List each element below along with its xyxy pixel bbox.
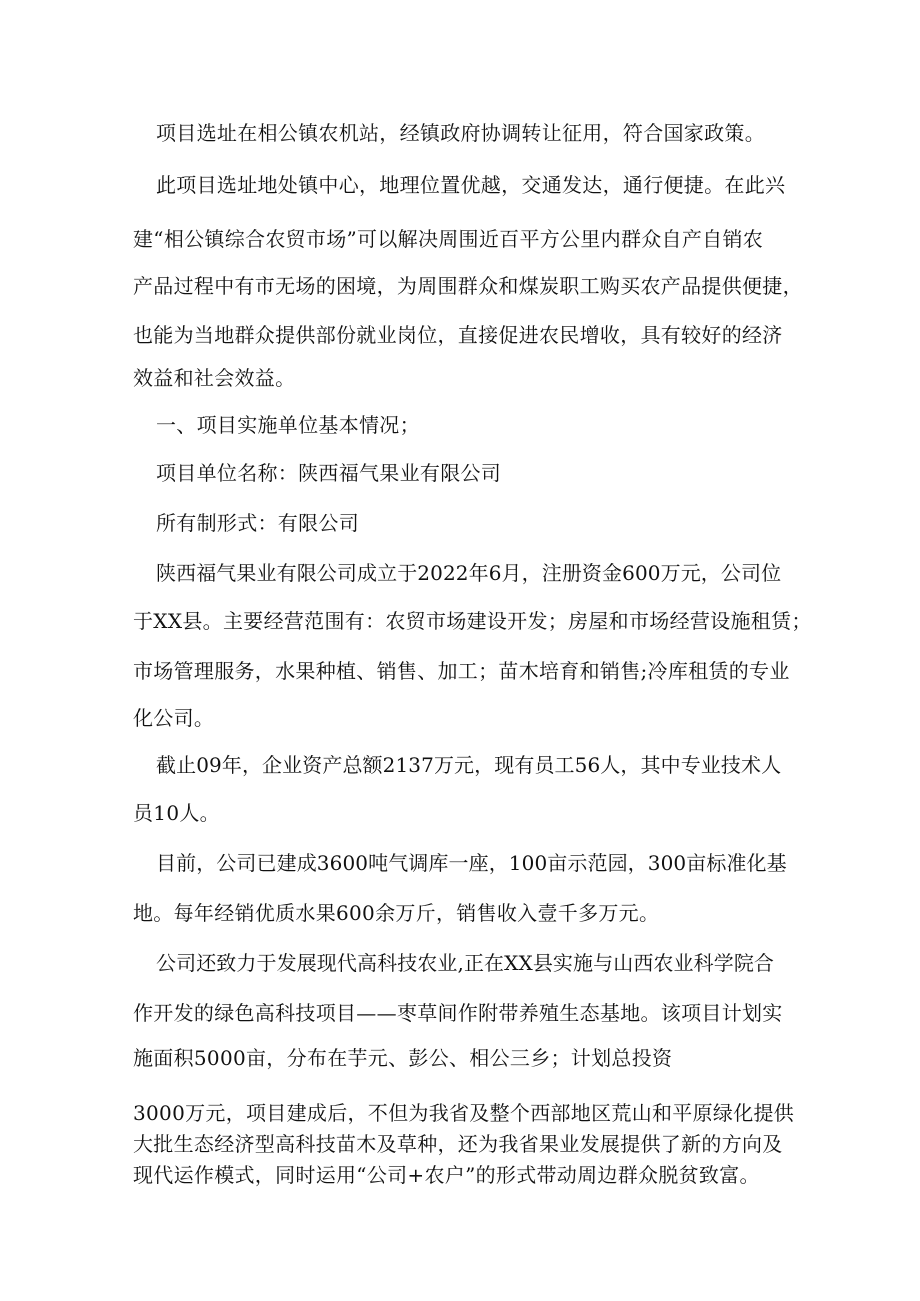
paragraph-10-line-1: 3000万元，项目建成后，不但为我省及整个西部地区荒山和平原绿化提供 (133, 1101, 795, 1125)
paragraph-8-line-2: 地。每年经销优质水果600余万斤，销售收入壹千多万元。 (133, 901, 660, 925)
paragraph-7-line-1: 截止09年，企业资产总额2137万元，现有员工56人，其中专业技术人 (156, 753, 782, 777)
paragraph-1-line-1: 项目选址在相公镇农机站，经镇政府协调转让征用，符合国家政策。 (156, 121, 765, 145)
paragraph-2-line-5: 效益和社会效益。 (133, 366, 296, 390)
company-name-line: 项目单位名称：陕西福气果业有限公司 (156, 461, 502, 485)
paragraph-6-line-2: 于XX县。主要经营范围有：农贸市场建设开发；房屋和市场经营设施租赁； (133, 609, 812, 633)
paragraph-8-line-1: 目前，公司已建成3600吨气调库一座，100亩示范园，300亩标准化基 (156, 851, 787, 875)
paragraph-2-line-1: 此项目选址地处镇中心，地理位置优越，交通发达，通行便捷。在此兴 (156, 173, 786, 197)
paragraph-6-line-3: 市场管理服务，水果种植、销售、加工；苗木培育和销售;冷库租赁的专业 (133, 659, 790, 683)
paragraph-2-line-4: 也能为当地群众提供部份就业岗位，直接促进农民增收，具有较好的经济 (133, 323, 783, 347)
paragraph-6-line-4: 化公司。 (133, 706, 215, 730)
paragraph-9-line-3: 施面积5000亩，分布在芋元、彭公、相公三乡；计划总投资 (133, 1046, 673, 1070)
paragraph-10-line-2: 大批生态经济型高科技苗木及草种，还为我省果业发展提供了新的方向及 (133, 1132, 783, 1156)
paragraph-6-line-1: 陕西福气果业有限公司成立于2022年6月，注册资金600万元，公司位 (156, 561, 782, 585)
section-heading: 一、项目实施单位基本情况； (156, 413, 420, 437)
paragraph-9-line-2: 作开发的绿色高科技项目——枣草间作附带养殖生态基地。该项目计划实 (133, 1001, 783, 1025)
paragraph-2-line-2: 建“相公镇综合农贸市场”可以解决周围近百平方公里内群众自产自销农 (133, 227, 764, 251)
ownership-line: 所有制形式：有限公司 (156, 511, 359, 535)
paragraph-2-line-3: 产品过程中有市无场的困境，为周围群众和煤炭职工购买农产品提供便捷， (133, 274, 803, 298)
paragraph-9-line-1: 公司还致力于发展现代高科技农业,正在XX县实施与山西农业科学院合 (156, 951, 775, 975)
paragraph-7-line-2: 员10人。 (133, 801, 220, 825)
paragraph-10-line-3: 现代运作模式，同时运用“公司+农户”的形式带动周边群众脱贫致富。 (133, 1163, 760, 1187)
